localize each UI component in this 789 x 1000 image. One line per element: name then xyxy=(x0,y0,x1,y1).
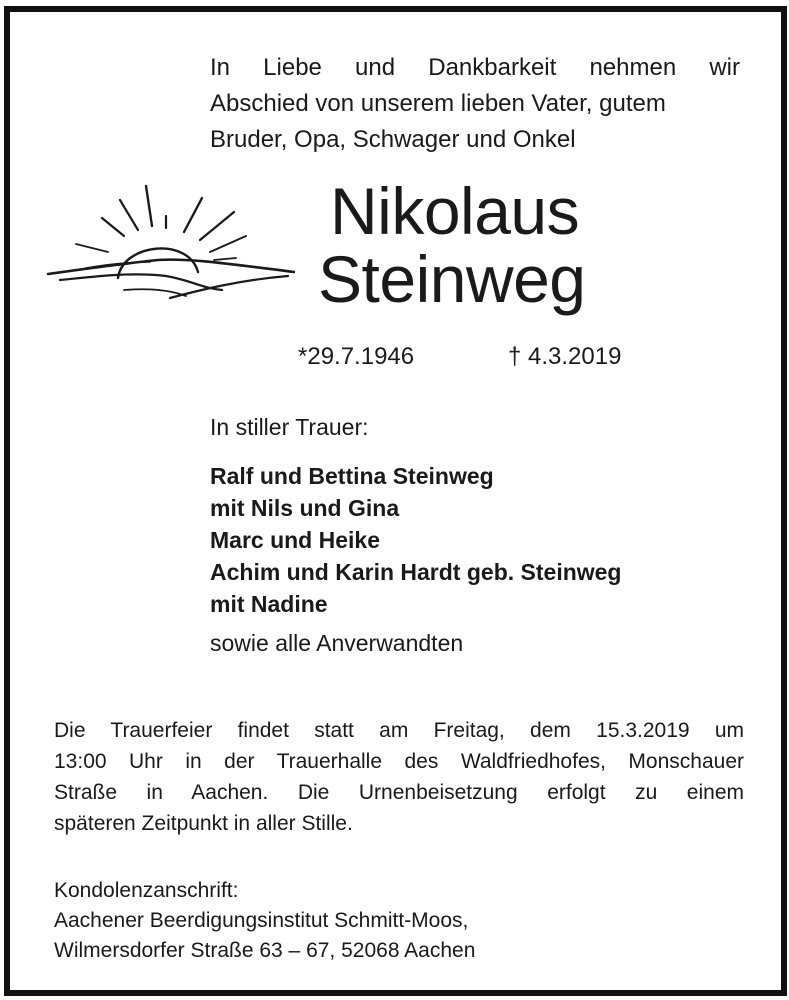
ceremony-line: Die Trauerfeier findet statt am Freitag, dem 15.3.2019 um xyxy=(54,719,744,742)
condolence-label: Kondolenzanschrift: xyxy=(54,879,239,902)
sunset-icon xyxy=(40,172,295,307)
birth-date: *29.7.1946 xyxy=(298,343,415,370)
family-line: mit Nadine xyxy=(210,591,328,617)
ceremony-text xyxy=(54,715,744,839)
obituary-frame xyxy=(4,6,787,996)
intro-line: Abschied von unserem lieben Vater, gutem xyxy=(210,90,666,117)
first-name: Nikolaus xyxy=(330,174,580,248)
intro-text xyxy=(210,50,740,158)
ceremony-line: 13:00 Uhr in der Trauerhalle des Waldfriedhofes, Monschauer xyxy=(54,750,744,773)
mourners-label: In stiller Trauer: xyxy=(210,414,369,440)
ceremony-line: Straße in Aachen. Die Urnenbeisetzung erfolgt zu einem xyxy=(54,781,744,804)
intro-line: Bruder, Opa, Schwager und Onkel xyxy=(210,126,576,153)
last-name: Steinweg xyxy=(318,242,586,316)
family-line: Achim und Karin Hardt geb. Steinweg xyxy=(210,559,622,585)
intro-line: In Liebe und Dankbarkeit nehmen wir xyxy=(210,54,740,81)
family-line: Ralf und Bettina Steinweg xyxy=(210,463,494,489)
condolence-address xyxy=(54,876,475,966)
family-list xyxy=(210,460,621,620)
condolence-line: Wilmersdorfer Straße 63 – 67, 52068 Aachen xyxy=(54,939,476,962)
ceremony-line: späteren Zeitpunkt in aller Stille. xyxy=(54,812,353,835)
death-date: † 4.3.2019 xyxy=(508,343,622,370)
relatives-line: sowie alle Anverwandten xyxy=(210,630,464,656)
deceased-name xyxy=(318,174,586,316)
condolence-line: Aachener Beerdigungsinstitut Schmitt-Moos, xyxy=(54,909,469,932)
family-line: mit Nils und Gina xyxy=(210,495,400,521)
family-line: Marc und Heike xyxy=(210,527,380,553)
